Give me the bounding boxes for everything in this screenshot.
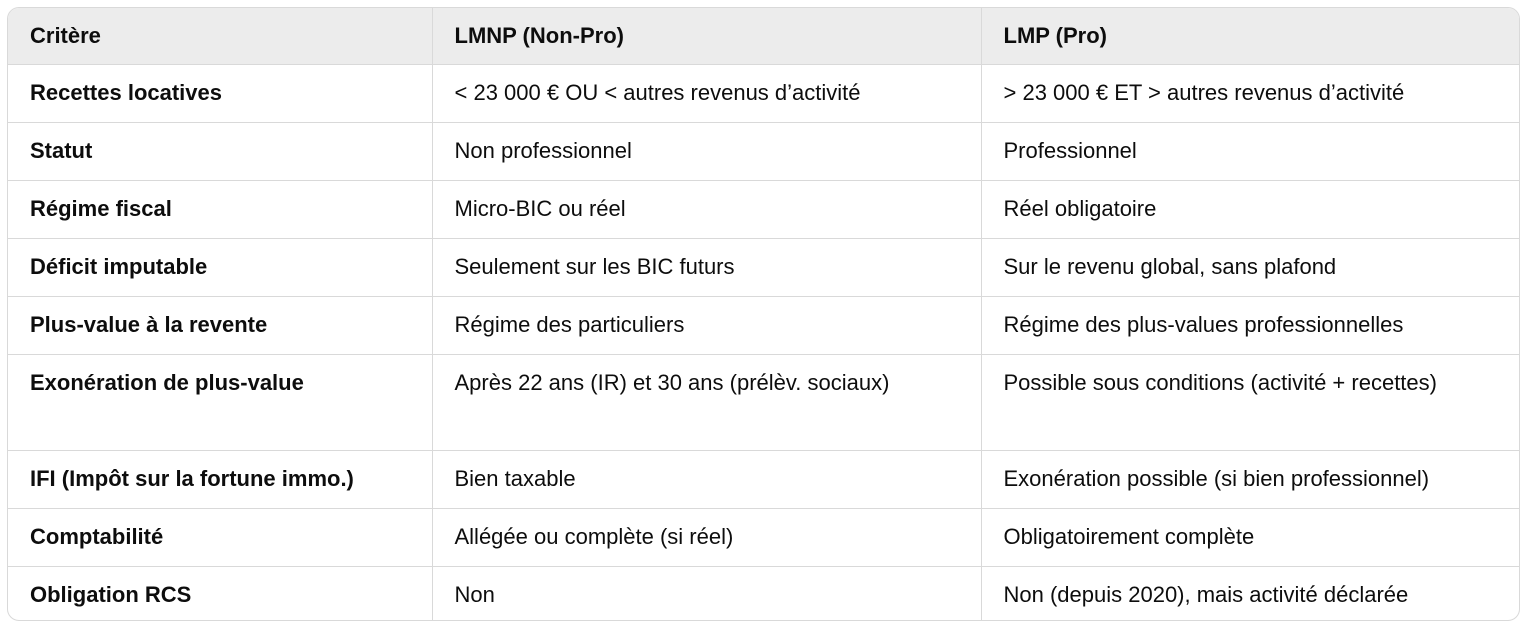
lmnp-cell: Allégée ou complète (si réel) — [432, 508, 981, 566]
lmnp-cell: Régime des particuliers — [432, 296, 981, 354]
table-row — [8, 508, 1520, 566]
criterion-cell: Déficit imputable — [8, 238, 432, 296]
lmp-cell: > 23 000 € ET > autres revenus d’activité — [981, 64, 1520, 122]
lmnp-cell: Non — [432, 566, 981, 621]
lmp-cell: Obligatoirement complète — [981, 508, 1520, 566]
comparison-table-container — [7, 7, 1520, 621]
header-lmp: LMP (Pro) — [981, 8, 1520, 64]
lmp-cell: Sur le revenu global, sans plafond — [981, 238, 1520, 296]
criterion-cell: Comptabilité — [8, 508, 432, 566]
criterion-cell: Régime fiscal — [8, 180, 432, 238]
lmp-cell: Non (depuis 2020), mais activité déclarée — [981, 566, 1520, 621]
table-row — [8, 180, 1520, 238]
header-lmnp: LMNP (Non-Pro) — [432, 8, 981, 64]
criterion-cell: IFI (Impôt sur la fortune immo.) — [8, 450, 432, 508]
criterion-cell: Exonération de plus-value — [8, 354, 432, 450]
table-header-row — [8, 8, 1520, 64]
comparison-table — [8, 8, 1520, 621]
lmp-cell: Régime des plus-values professionnelles — [981, 296, 1520, 354]
table-row — [8, 450, 1520, 508]
table-row — [8, 296, 1520, 354]
table-row — [8, 354, 1520, 450]
table-row — [8, 238, 1520, 296]
lmp-cell: Réel obligatoire — [981, 180, 1520, 238]
table-row — [8, 566, 1520, 621]
header-criterion: Critère — [8, 8, 432, 64]
criterion-cell: Statut — [8, 122, 432, 180]
table-row — [8, 64, 1520, 122]
criterion-cell: Recettes locatives — [30, 79, 222, 105]
lmp-cell: Exonération possible (si bien professionnel) — [981, 450, 1520, 508]
lmnp-cell: < 23 000 € OU < autres revenus d’activité — [432, 64, 981, 122]
lmnp-cell: Seulement sur les BIC futurs — [432, 238, 981, 296]
criterion-cell: Obligation RCS — [8, 566, 432, 621]
lmnp-cell: Après 22 ans (IR) et 30 ans (prélèv. sociaux) — [432, 354, 981, 450]
lmnp-cell: Bien taxable — [432, 450, 981, 508]
table-row — [8, 122, 1520, 180]
lmp-cell: Possible sous conditions (activité + recettes) — [981, 354, 1520, 450]
lmnp-cell: Non professionnel — [432, 122, 981, 180]
criterion-cell: Plus-value à la revente — [8, 296, 432, 354]
lmnp-cell: Micro-BIC ou réel — [432, 180, 981, 238]
lmp-cell: Professionnel — [981, 122, 1520, 180]
